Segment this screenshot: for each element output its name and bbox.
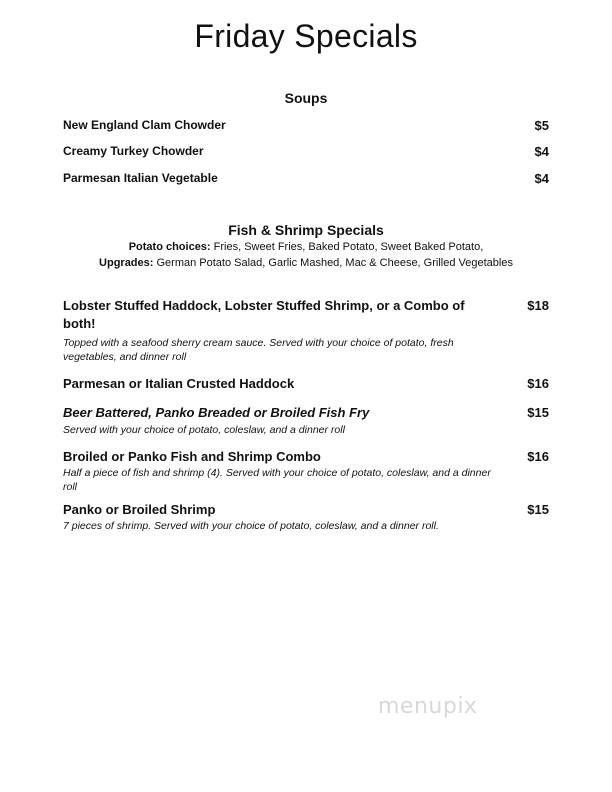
upgrades xyxy=(0,255,612,271)
menu-item-name: Broiled or Panko Fish and Shrimp Combo xyxy=(63,449,321,464)
page-title: Friday Specials xyxy=(194,18,418,54)
soup-item-price: $4 xyxy=(534,171,549,186)
menu-item xyxy=(63,448,549,494)
fish-shrimp-heading: Fish & Shrimp Specials xyxy=(228,222,384,238)
soup-item-price: $5 xyxy=(534,118,549,133)
menu-item xyxy=(63,375,549,393)
menupix-watermark: menupix xyxy=(378,694,478,719)
potato-choices-label: Potato choices: xyxy=(128,241,211,253)
soup-item xyxy=(63,171,549,186)
soup-item-name: Creamy Turkey Chowder xyxy=(63,144,204,158)
upgrades-text: German Potato Salad, Garlic Mashed, Mac & Cheese, Grilled Vegetables xyxy=(153,257,513,269)
menu-item-description: Half a piece of fish and shrimp (4). Served with your choice of potato, coleslaw, and a dinner roll xyxy=(63,467,491,493)
menu-item-price: $18 xyxy=(527,298,549,313)
upgrades-label: Upgrades: xyxy=(99,257,154,269)
potato-choices xyxy=(0,239,612,255)
menu-item xyxy=(63,404,549,437)
potato-choices-text: Fries, Sweet Fries, Baked Potato, Sweet Baked Potato, xyxy=(210,241,484,253)
menu-item xyxy=(63,297,549,364)
soup-item xyxy=(63,144,549,159)
menu-item-description: Topped with a seafood sherry cream sauce. Served with your choice of potato, fresh vegetables, and dinner roll xyxy=(63,337,454,363)
menu-item-description: Served with your choice of potato, coleslaw, and a dinner roll xyxy=(63,424,345,436)
menu-item-price: $15 xyxy=(527,405,549,420)
menu-item-price: $16 xyxy=(527,376,549,391)
soup-item-price: $4 xyxy=(534,144,549,159)
menu-item-name: Parmesan or Italian Crusted Haddock xyxy=(63,376,295,391)
menu-item-description: 7 pieces of shrimp. Served with your choice of potato, coleslaw, and a dinner roll. xyxy=(63,520,439,532)
menu-item-name: Beer Battered, Panko Breaded or Broiled Fish Fry xyxy=(63,405,370,420)
soup-item-name: Parmesan Italian Vegetable xyxy=(63,171,218,185)
menu-item-price: $16 xyxy=(527,449,549,464)
menu-item-price: $15 xyxy=(527,502,549,517)
menu-item-name: Lobster Stuffed Haddock, Lobster Stuffed Shrimp, or a Combo of both! xyxy=(63,298,465,331)
menu-item xyxy=(63,501,549,533)
soups-heading: Soups xyxy=(284,90,328,106)
menu-item-name: Panko or Broiled Shrimp xyxy=(63,502,216,517)
soup-item-name: New England Clam Chowder xyxy=(63,118,226,132)
soup-item xyxy=(63,118,549,133)
